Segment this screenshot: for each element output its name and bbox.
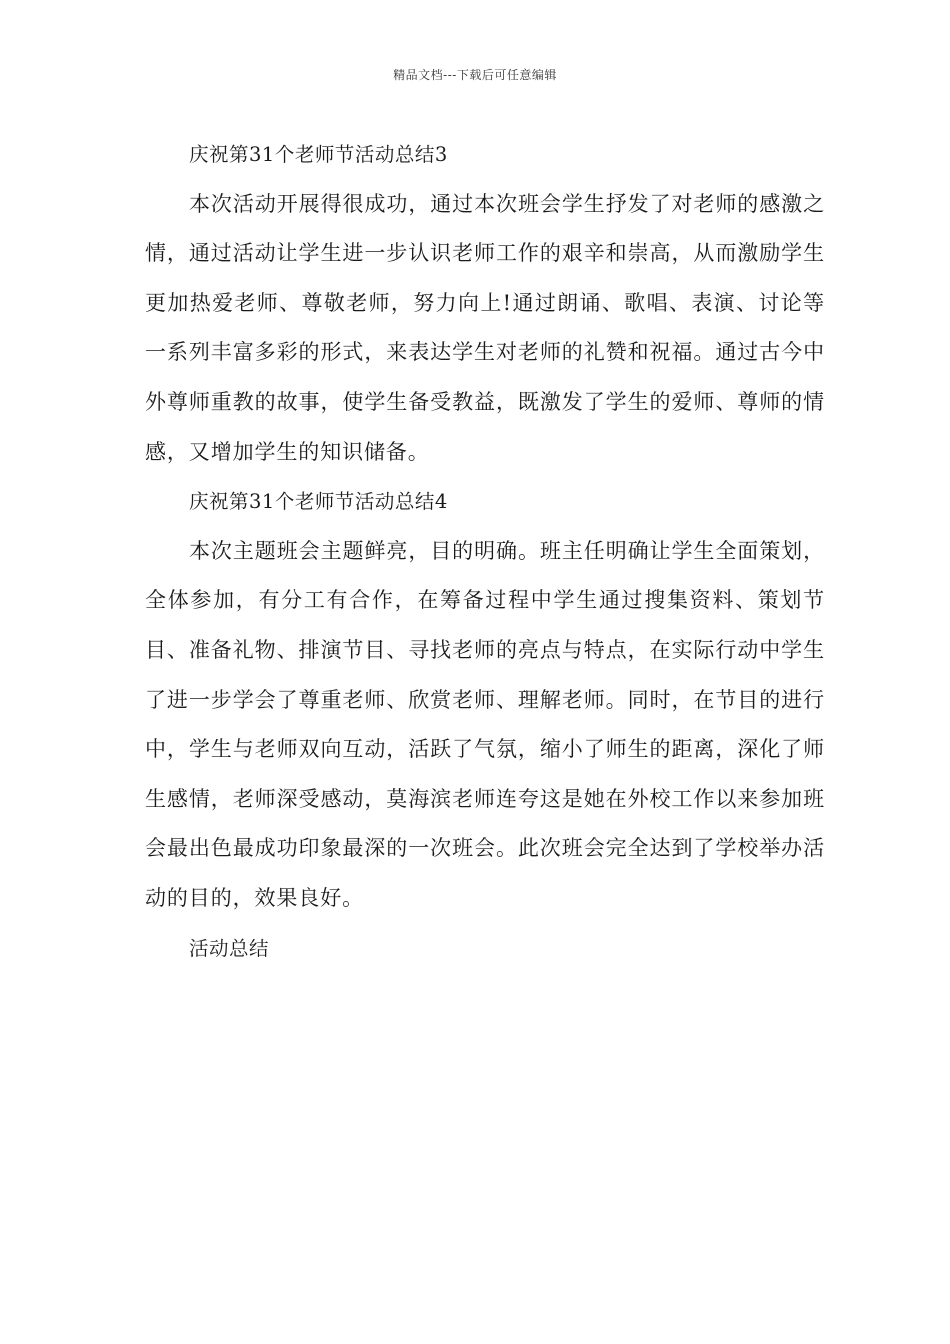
section-heading: 庆祝第31个老师节活动总结4 (189, 490, 448, 514)
section-heading: 活动总结 (189, 936, 270, 960)
page-header-note: 精品文档---下载后可任意编辑 (393, 68, 557, 82)
section-heading: 庆祝第31个老师节活动总结3 (189, 143, 448, 166)
document-body (145, 130, 825, 973)
section-paragraph: 本次活动开展得很成功，通过本次班会学生抒发了对老师的感激之情，通过活动让学生进一步认识老师工作的艰辛和崇高，从而激励学生更加热爱老师、尊敬老师，努力向上!通过朗诵、歌唱、表演、讨论等一系列丰富多彩的形式，来表达学生对老师的礼赞和祝福。通过古今中外尊师重教的故事，使学生备受教益，既激发了学生的爱师、尊师的情感，又增加学生的知识储备。 (145, 191, 825, 464)
section-paragraph: 本次主题班会主题鲜亮，目的明确。班主任明确让学生全面策划，全体参加，有分工有合作，在筹备过程中学生通过搜集资料、策划节目、准备礼物、排演节目、寻找老师的亮点与特点，在实际行动中学生了进一步学会了尊重老师、欣赏老师、理解老师。同时，在节目的进行中，学生与老师双向互动，活跃了气氛，缩小了师生的距离，深化了师生感情，老师深受感动，莫海滨老师连夸这是她在外校工作以来参加班会最出色最成功印象最深的一次班会。此次班会完全达到了学校举办活动的目的，效果良好。 (145, 538, 825, 910)
